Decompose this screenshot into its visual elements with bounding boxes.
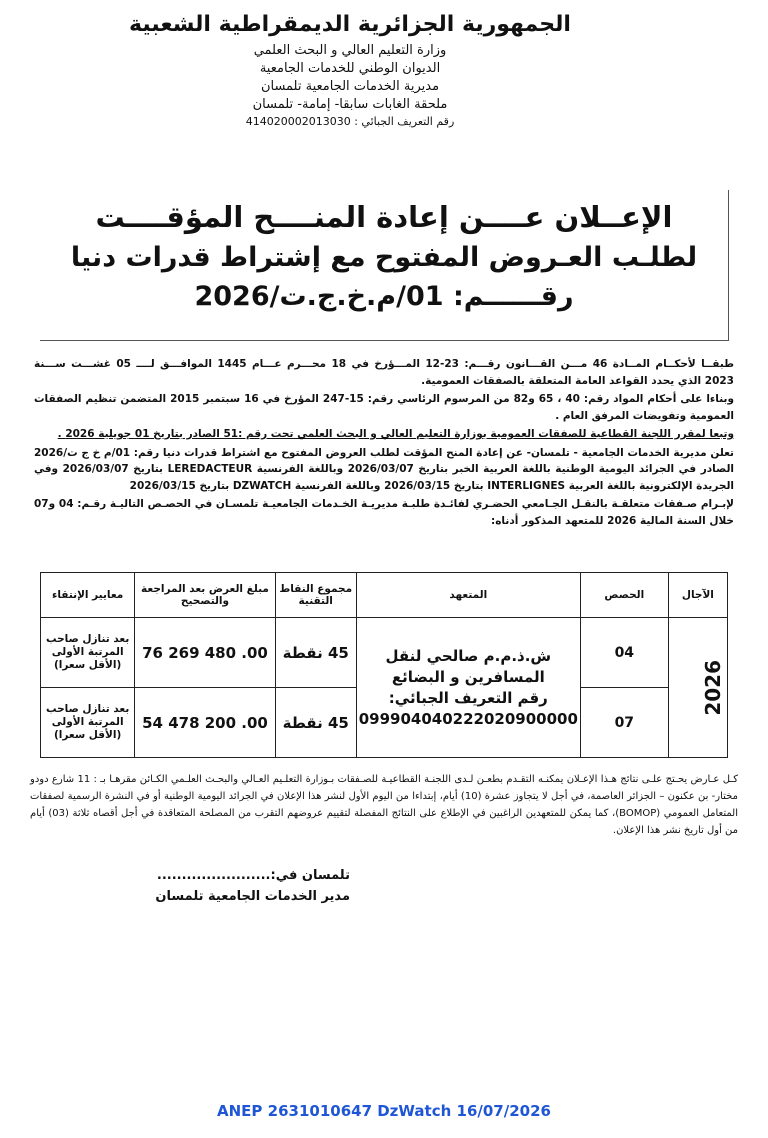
body-paragraph-law: طبقــا لأحكــام المــادة 46 مـــن القـــانون رقـــم: 23-12 المـــؤرخ في 18 محـــرم عـــام 1445 الموافـــق لــــ 05 غشـــت ســـنة 2023 الذي يحدد القواعد العامة المتعلقة بالصفقات العمومية. [34,358,734,387]
letterhead [100,12,600,128]
header-lots: الحصص [580,573,668,618]
republic-name: الجمهورية الجزائرية الديمقراطية الشعبية [129,12,571,37]
body-paragraph-publication: تعلن مديرية الخدمات الجامعية - تلمسان- عن إعادة المنح المؤقت لطلب العروض المفتوح مع اشتراط قدرات دنيا رقم: 01/م خ ج ت/2026 الصادر في الجرائد اليومية الوطنية باللغة العربية الخبر بتاريخ 2026/03/07 وباللغة الفرنسية LEREDACTEUR بتاريخ 2026/03/07 وفي الجريدة الإلكترونية باللغة العربية INTERLIGNES بتاريخ 2026/03/15 وباللغة الفرنسية DZWATCH بتاريخ 2026/03/15 [34,446,734,492]
bidder-tax-label: رقم التعريف الجبائي: [388,688,548,707]
criteria-cell: بعد تنازل صاحب المرتبة الأولى (الأقل سعرا) [41,618,135,688]
office-name: الديوان الوطني للخدمات الجامعية [259,61,441,76]
tax-id-line [100,115,600,128]
bidder-cell [356,618,580,758]
year-cell [668,618,727,758]
points-cell: 45 نقطة [275,688,356,758]
tax-id-label: رقم التعريف الجبائي : [354,115,455,128]
directorate-name: مديرية الخدمات الجامعية تلمسان [260,79,440,94]
signature-place: تلمسان في:....................... [156,868,350,883]
title-line-3: رقــــــم: 01/م.خ.ج.ت/2026 [194,281,574,312]
award-table [40,572,728,758]
appeal-notice: كـل عـارض يحـتج علـى نتائج هـذا الإعـلان يمكنـه التقـدم بطعـن لـدى اللجنـة القطاعيـة للصـفقات بـوزارة التعلـيم العـالي والبحـث العلـمي الكـائن مقرهـا بـ : 11 شارع دودو مختار- بن عكنون – الجزائر العاصمة، في أجل لا يتجاوز عشرة (10) أيام، إبتداءا من اليوم الأول لنشر هذا الإعلان في الجرائد اليومية الوطنية أو في النشرة الرسمية لصفقات المتعامل العمومي (BOMOP)، كما يمكن للمتعهدين الراغبين في الإطلاع على النتائج المفصلة لتقييم عروضهم التقرب من المصلحة المتعاقدة في أجل أقصاه ثلاثة (03) أيام من أول تاريخ نشر هذا الإعلان. [30,774,738,836]
tax-id-value: 414020002013030 [245,115,351,128]
title-line-2: لطلـب العـروض المفتوح مع إشتراط قدرات دنيا [70,242,698,273]
lot-cell: 04 [580,618,668,688]
header-criteria: معايير الإنتقاء [41,573,135,618]
points-cell: 45 نقطة [275,618,356,688]
signatory-title: مدير الخدمات الجامعية تلمسان [155,889,350,904]
table-header-row [41,573,728,618]
ministry-name: وزارة التعليم العالي و البحث العلمي [253,43,447,58]
amount-cell: 76 269 480 .00 [135,618,275,688]
anep-reference: ANEP 2631010647 DzWatch 16/07/2026 [217,1102,551,1120]
signature-block [100,868,350,910]
header-year: الآجال [668,573,727,618]
body-paragraph-committee: وتبعا لمقرر اللجنة القطاعية للصفقات العمومية بوزارة التعليم العالي و البحث العلمي تحت رقم :51 الصادر بتاريخ 01 جويلية 2026 . [57,428,734,440]
amount-cell: 54 478 200 .00 [135,688,275,758]
table-row [41,618,728,688]
bidder-name: ش.ذ.م.م صالحي لنقل المسافرين و البضائع [385,646,552,686]
bidder-tax-id: 099904040222020900000 [358,709,578,728]
year-value: 2026 [701,659,725,716]
criteria-cell: بعد تنازل صاحب المرتبة الأولى (الأقل سعرا) [41,688,135,758]
body-paragraph-decree: وبناءا على أحكام المواد رقم: 40 ، 65 و82 من المرسوم الرئاسي رقم: 15-247 المؤرخ في 16 سبتمبر 2015 المتضمن تنظيم الصفقات العمومية وتفويضات المرفق العام . [34,393,734,422]
body-paragraph-lots: لإبـرام صـفقات متعلقـة بالنقـل الجـامعي الحضـري لفائـدة طلبـة مديريـة الخـدمات الجامعيـة تلمسـان في الحصـص التاليـة رقـم: 04 و07 خلال السنة المالية 2026 للمتعهد المذكور أدناه: [34,498,734,527]
annex-name: ملحقة الغابات سابقا- إمامة- تلمسان [252,97,448,112]
lot-cell: 07 [580,688,668,758]
announcement-body [34,356,734,531]
header-bidder: المتعهد [356,573,580,618]
title-line-1: الإعــلان عــــن إعادة المنــــح المؤقــــت [95,200,673,234]
header-points: مجموع النقاط التقنية [275,573,356,618]
announcement-title-box [40,190,729,341]
header-amount: مبلغ العرض بعد المراجعة والتصحيح [135,573,275,618]
